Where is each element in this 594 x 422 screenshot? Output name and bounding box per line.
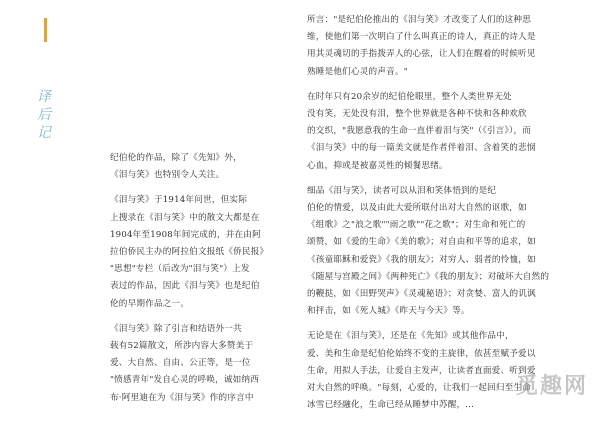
side-title-char: 译 — [37, 89, 51, 105]
text-line: 1904年至1908年间完成的，并在由阿 — [110, 229, 261, 240]
paragraph — [110, 321, 285, 407]
text-line: 没有笑，无处没有泪，整个世界就是各种不快和各种欢欣 — [307, 109, 527, 120]
side-title — [36, 88, 52, 142]
paragraph — [307, 183, 567, 321]
text-line: "思想"专栏（后改为"泪与笑"）上发 — [110, 264, 250, 275]
text-line: 在时年只有20余岁的纪伯伦眼里，整个人类世界无处 — [307, 91, 512, 102]
text-line: 载有52篇散文，所涉内容大多赞美于 — [110, 341, 254, 352]
text-line: 无论是在《泪与笑》，还是在《先知》或其他作品中， — [307, 331, 514, 342]
text-line: 和抨击，如《死人城》《昨天与今天》等。 — [307, 306, 470, 317]
side-title-char: 记 — [37, 125, 51, 141]
side-title-char: 后 — [37, 107, 51, 123]
text-line: 《随屋与宫殿之间》《两种死亡》《我的朋友》；对破坏大自然的 — [307, 271, 550, 282]
watermark-logo: 觅趣网 — [515, 374, 588, 399]
paragraph — [110, 150, 285, 184]
text-line: 纪伯伦的作品，除了《先知》外， — [110, 153, 242, 163]
text-line: "愤感青年"发自心灵的呼唤，诚如纳西 — [110, 375, 260, 386]
text-line: 上搜录在《泪与笑》中的散文大都是在 — [110, 212, 260, 223]
text-line: 伯伦的情爱，以及由此大爱所联付出对大自然的讴歌，如 — [307, 203, 527, 214]
text-line: 心血，抑或是被嘉灵性的倾餐思绪。 — [307, 160, 448, 171]
text-line: 《组歌》之"浪之歌""雨之歌""花之歌"；对生命和死亡的 — [307, 220, 526, 231]
text-line: 《泪与笑》中的每一篇美文就是作者伴着泪、含着笑的悲悯 — [307, 143, 536, 154]
text-line: 的交织，"我愿意我的生命一直伴着泪与笑"（《引言》），而 — [307, 126, 532, 137]
text-line: 细品《泪与笑》，读者可以从泪和笑体悟到的是纪 — [307, 185, 497, 196]
right-body-text — [307, 12, 567, 422]
text-line: 所言："是纪伯伦推出的《泪与笑》才改变了人们的这种思 — [307, 15, 531, 25]
paragraph — [307, 12, 567, 81]
paragraph — [307, 89, 567, 175]
text-line: 《泪与笑》于1914年问世，但实际 — [110, 195, 247, 206]
text-line: 熟睡是他们心灵的声音。" — [307, 66, 408, 77]
text-line: 《孩童耶稣和爱瓷》《我的朋友》；对穷人、弱者的怜恤，如 — [307, 254, 536, 265]
text-line: 伦的早期作品之一。 — [110, 298, 190, 309]
text-line: 《泪与笑》也特别令人关注。 — [110, 170, 225, 181]
text-line: 对大自然的呼唤。"每刻，心爱的，让我们一起回归至生命 — [307, 383, 531, 394]
text-line: 爱、大自然、自由、公正等，是一位 — [110, 358, 251, 369]
left-body-text — [110, 150, 285, 415]
text-line: 冰雪已经融化，生命已经从睡梦中苏醒，... — [307, 400, 475, 411]
text-line: 颂赞，如《爱的生命》《美的歌》；对自由和平等的追求，如 — [307, 237, 536, 248]
text-line: 维，使他们第一次明白了什么叫真正的诗人，真正的诗人是 — [307, 32, 536, 43]
text-line: 的鞭挞，如《田野哭声》《灵魂秘语》；对贪婪、富人的讥讽 — [307, 289, 536, 300]
text-line: 拉伯侨民主办的阿拉伯文报纸《侨民报》 — [110, 247, 269, 258]
text-line: 用其灵魂切的手指拨弄人的心弦，让人们在醒着的时候听见 — [307, 49, 536, 60]
left-page — [0, 0, 297, 406]
paragraph — [110, 192, 285, 312]
right-page — [297, 0, 594, 411]
chapter-accent-bar — [44, 18, 47, 42]
text-line: 布·阿里迪在为《泪与笑》作的序言中 — [110, 392, 254, 403]
text-line: 《泪与笑》除了引言和结语外一共 — [110, 323, 242, 334]
text-line: 生命，用拟人手法，让爱自主发声，让读者直面爱、听到爱 — [307, 365, 536, 376]
text-line: 表过的作品，因此《泪与笑》也是纪伯 — [110, 281, 260, 292]
text-line: 爱、美和生命是纪伯伦始终不变的主旋律，依甚至赋予爱以 — [307, 348, 536, 359]
